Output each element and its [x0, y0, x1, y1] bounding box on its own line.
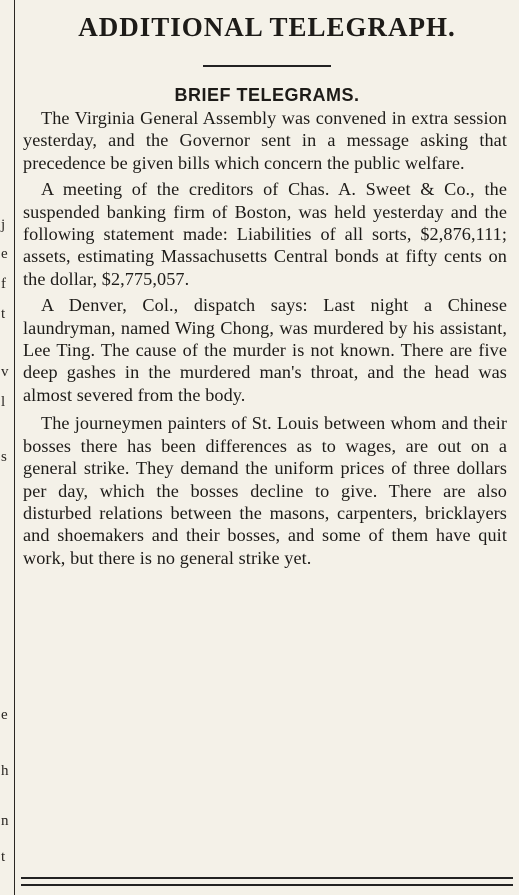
gutter-fragment: v	[1, 364, 9, 380]
adjacent-column-edge	[0, 0, 15, 895]
gutter-fragment: h	[1, 763, 9, 779]
telegram-paragraph: A Denver, Col., dispatch says: Last night a Chinese laundryman, named Wing Chong, was murdered by his assistant, Lee Ting. The cause of the murder is not known. There are five deep gashes in the murdered man's throat, and the head was almost severed from the body.	[23, 295, 507, 405]
gutter-fragment: l	[1, 394, 6, 410]
bottom-rule	[21, 884, 513, 886]
gutter-fragment: e	[1, 707, 8, 723]
news-column	[21, 0, 513, 895]
telegram-paragraph: The Virginia General Assembly was convened in extra session yesterday, and the Governor sent in a message asking that precedence be given bills which concern the public welfare.	[23, 108, 507, 173]
bottom-rule	[21, 877, 513, 879]
gutter-fragment: j	[1, 217, 6, 233]
gutter-fragment: t	[1, 306, 6, 322]
section-divider	[203, 65, 331, 67]
gutter-fragment: e	[1, 246, 8, 262]
section-heading: BRIEF TELEGRAMS.	[174, 85, 360, 105]
telegram-paragraph: The journeymen painters of St. Louis between whom and their bosses there has been differences as to wages, are out on a general strike. They demand the uniform prices of three dollars per day, which the bosses decline to give. There are also disturbed relations between the masons, carpenters, bricklayers and shoemakers and their bosses, and some of them have quit work, but there is no general strike yet.	[23, 413, 507, 568]
gutter-fragment: n	[1, 813, 9, 829]
page-title: ADDITIONAL TELEGRAPH.	[78, 12, 456, 42]
gutter-fragment: t	[1, 849, 6, 865]
telegram-paragraph: A meeting of the creditors of Chas. A. Sweet & Co., the suspended banking firm of Boston, was held yesterday and the following statement made: Liabilities of all sorts, $2,876,111; assets, estimating Massachusetts Central bonds at fifty cents on the dollar, $2,775,057.	[23, 179, 507, 289]
gutter-fragment: s	[1, 449, 7, 465]
gutter-fragment: f	[1, 276, 6, 292]
